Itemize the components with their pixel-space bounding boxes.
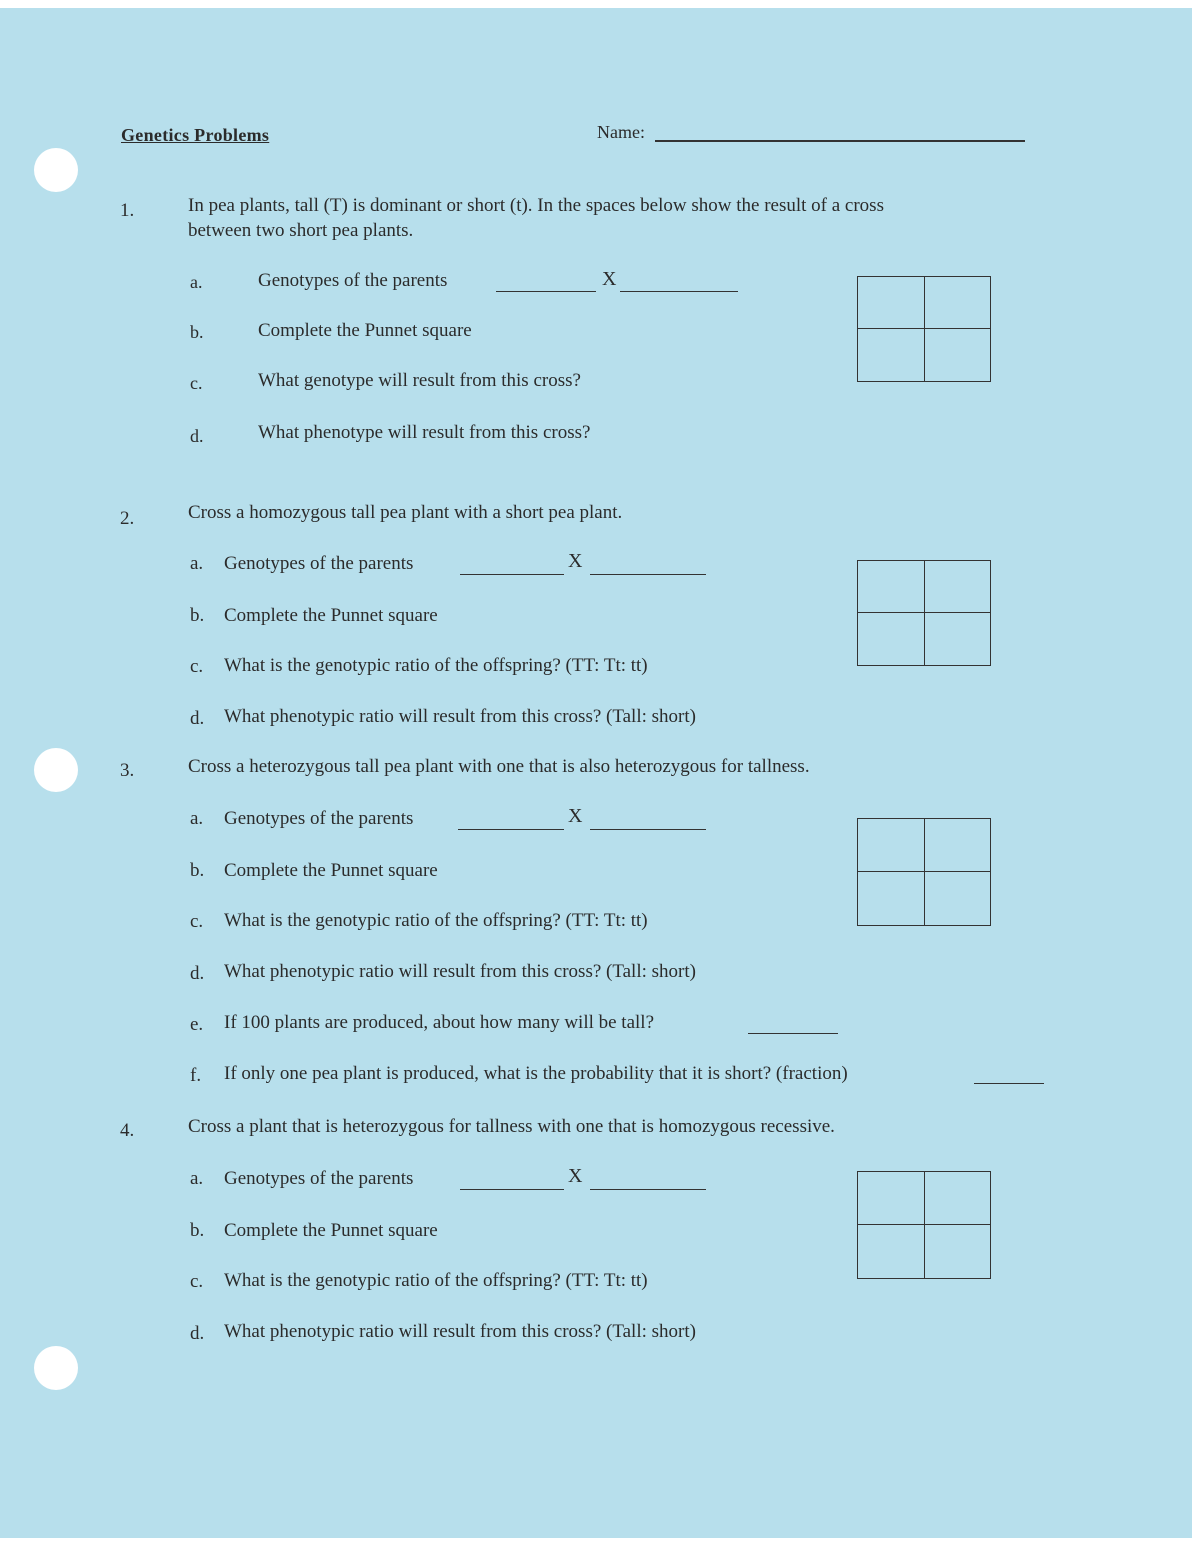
q1-item-d-letter: d.: [190, 426, 204, 446]
question-1-text: In pea plants, tall (T) is dominant or short (t). In the spaces below show the result of a cross: [188, 195, 884, 216]
worksheet-page: [0, 8, 1192, 1538]
q2-item-a-letter: a.: [190, 553, 204, 574]
q4-item-c-text: What is the genotypic ratio of the offspring? (TT: Tt: tt): [224, 1270, 648, 1291]
question-3-text: Cross a heterozygous tall pea plant with one that is also heterozygous for tallness.: [188, 756, 810, 777]
q4-item-b-text: Complete the Punnet square: [224, 1220, 438, 1241]
q4-parent-2-blank[interactable]: [590, 1189, 706, 1190]
q1-cross-symbol: X: [602, 268, 617, 290]
q3-item-a-text: Genotypes of the parents: [224, 808, 414, 829]
q4-cross-symbol: X: [568, 1165, 583, 1187]
name-label: Name:: [597, 122, 645, 142]
q1-parent-2-blank[interactable]: [620, 291, 738, 292]
q1-parent-1-blank[interactable]: [496, 291, 596, 292]
punnett-divider: [924, 561, 925, 665]
q2-item-b-letter: b.: [190, 605, 205, 626]
q3-punnett-square[interactable]: [857, 818, 991, 926]
question-2-text: Cross a homozygous tall pea plant with a short pea plant.: [188, 502, 623, 523]
punnett-divider: [924, 819, 925, 925]
q4-item-c-letter: c.: [190, 1271, 204, 1292]
punnett-divider: [858, 612, 990, 613]
q2-item-c-text: What is the genotypic ratio of the offspring? (TT: Tt: tt): [224, 655, 648, 676]
question-4-text: Cross a plant that is heterozygous for tallness with one that is homozygous recessive.: [188, 1116, 835, 1137]
q2-parent-2-blank[interactable]: [590, 574, 706, 575]
q3-probability-blank[interactable]: [974, 1083, 1044, 1084]
q1-item-d-text: What phenotype will result from this cross?: [258, 422, 591, 443]
q3-item-e-text: If 100 plants are produced, about how many will be tall?: [224, 1012, 655, 1033]
punnett-divider: [858, 328, 990, 329]
punnett-divider: [858, 871, 990, 872]
q3-item-a-letter: a.: [190, 808, 204, 829]
q4-punnett-square[interactable]: [857, 1171, 991, 1279]
binder-hole: [34, 748, 78, 792]
q1-item-c-letter: c.: [190, 373, 203, 393]
q4-item-d-text: What phenotypic ratio will result from this cross? (Tall: short): [224, 1321, 696, 1342]
q4-item-d-letter: d.: [190, 1323, 205, 1344]
q3-item-c-letter: c.: [190, 911, 204, 932]
q2-punnett-square[interactable]: [857, 560, 991, 666]
q2-item-d-text: What phenotypic ratio will result from this cross? (Tall: short): [224, 706, 696, 727]
q3-item-d-text: What phenotypic ratio will result from this cross? (Tall: short): [224, 961, 696, 982]
q2-item-c-letter: c.: [190, 656, 204, 677]
question-2-number: 2.: [120, 508, 135, 529]
q1-item-c-text: What genotype will result from this cross?: [258, 370, 581, 391]
q4-item-a-text: Genotypes of the parents: [224, 1168, 414, 1189]
q2-item-d-letter: d.: [190, 708, 205, 729]
q2-item-b-text: Complete the Punnet square: [224, 605, 438, 626]
q3-item-f-text: If only one pea plant is produced, what is the probability that it is short? (fraction): [224, 1063, 848, 1084]
q4-item-a-letter: a.: [190, 1168, 204, 1189]
q4-parent-1-blank[interactable]: [460, 1189, 564, 1190]
q2-item-a-text: Genotypes of the parents: [224, 553, 414, 574]
name-field[interactable]: [655, 140, 1025, 142]
punnett-divider: [924, 277, 925, 381]
q1-item-b-text: Complete the Punnet square: [258, 320, 472, 341]
question-4-number: 4.: [120, 1120, 135, 1141]
q3-item-f-letter: f.: [190, 1065, 202, 1086]
q3-parent-1-blank[interactable]: [458, 829, 564, 830]
q3-tall-count-blank[interactable]: [748, 1033, 838, 1034]
punnett-divider: [858, 1224, 990, 1225]
q3-item-b-letter: b.: [190, 860, 205, 881]
q1-punnett-square[interactable]: [857, 276, 991, 382]
binder-hole: [34, 1346, 78, 1390]
q3-item-e-letter: e.: [190, 1014, 204, 1035]
q2-parent-1-blank[interactable]: [460, 574, 564, 575]
q3-parent-2-blank[interactable]: [590, 829, 706, 830]
q3-item-d-letter: d.: [190, 963, 205, 984]
q2-cross-symbol: X: [568, 550, 583, 572]
q1-item-a-letter: a.: [190, 272, 203, 292]
question-1-number: 1.: [120, 200, 135, 221]
q1-item-b-letter: b.: [190, 322, 204, 342]
q4-item-b-letter: b.: [190, 1220, 205, 1241]
question-1-text-continued: between two short pea plants.: [188, 220, 414, 241]
page-title: Genetics Problems: [121, 125, 270, 145]
q1-item-a-text: Genotypes of the parents: [258, 270, 448, 291]
q3-cross-symbol: X: [568, 805, 583, 827]
binder-hole: [34, 148, 78, 192]
question-3-number: 3.: [120, 760, 135, 781]
q3-item-b-text: Complete the Punnet square: [224, 860, 438, 881]
punnett-divider: [924, 1172, 925, 1278]
q3-item-c-text: What is the genotypic ratio of the offspring? (TT: Tt: tt): [224, 910, 648, 931]
